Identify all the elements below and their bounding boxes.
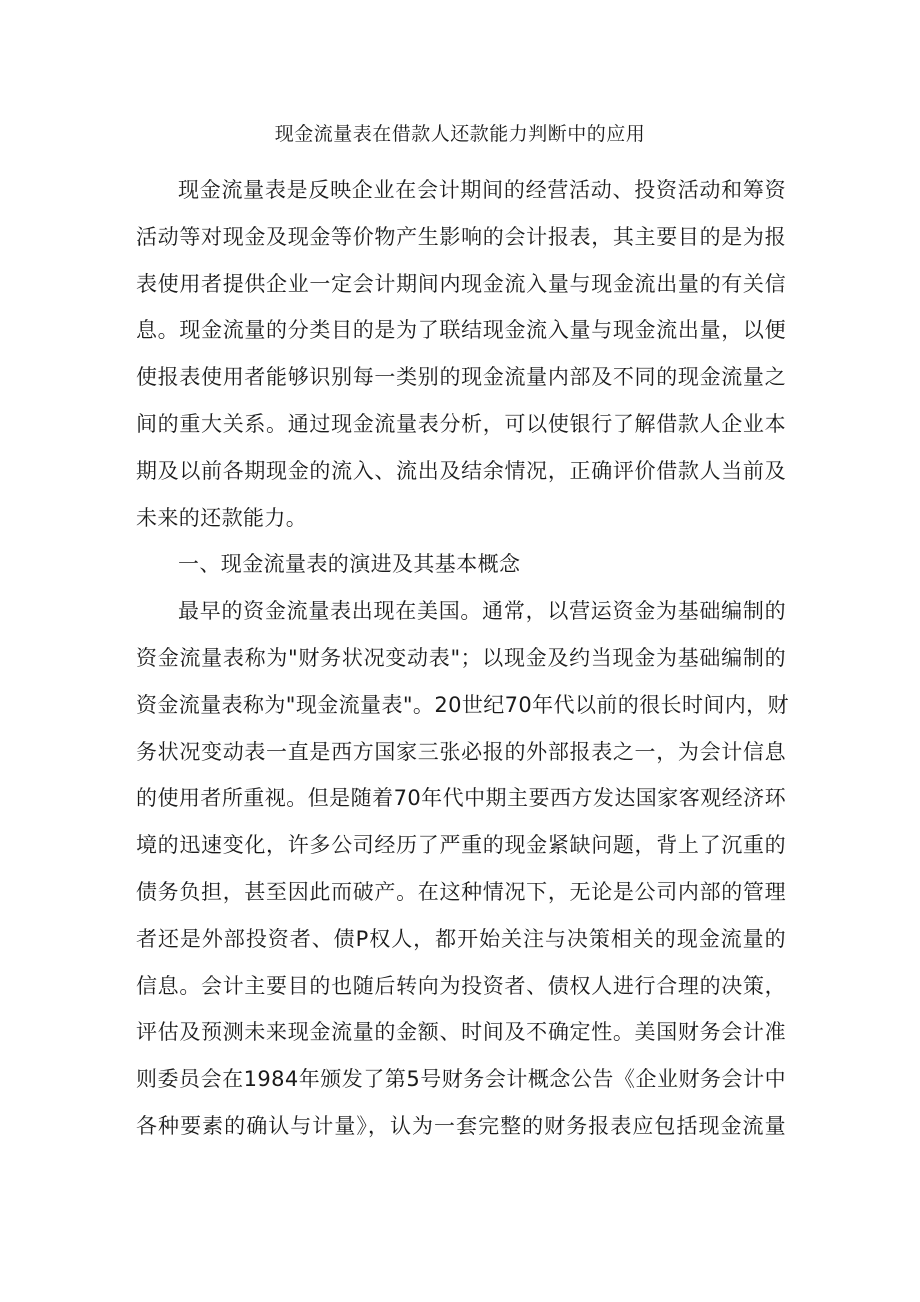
text-line: 使报表使用者能够识别每一类别的现金流量内部及不同的现金流量之 bbox=[136, 365, 786, 390]
text-line: 资金流量表称为"现金流量表"。20世纪70年代以前的很长时间内，财 bbox=[136, 692, 789, 717]
text-line: 间的重大关系。通过现金流量表分析，可以使银行了解借款人企业本 bbox=[136, 411, 786, 436]
text-line: 活动等对现金及现金等价物产生影响的会计报表，其主要目的是为报 bbox=[136, 224, 786, 249]
text-line: 期及以前各期现金的流入、流出及结余情况，正确评价借款人当前及 bbox=[136, 458, 786, 483]
text-line: 的使用者所重视。但是随着70年代中期主要西方发达国家客观经济环 bbox=[136, 786, 786, 811]
text-line: 资金流量表称为"财务状况变动表"；以现金及约当现金为基础编制的 bbox=[136, 645, 786, 670]
text-line: 评估及预测未来现金流量的金额、时间及不确定性。美国财务会计准 bbox=[136, 1020, 786, 1045]
document-title: 现金流量表在借款人还款能力判断中的应用 bbox=[274, 123, 646, 145]
text-line: 则委员会在1984年颁发了第5号财务会计概念公告《企业财务会计中 bbox=[136, 1067, 786, 1092]
text-line: 表使用者提供企业一定会计期间内现金流入量与现金流出量的有关信 bbox=[136, 271, 786, 296]
text-line: 息。现金流量的分类目的是为了联结现金流入量与现金流出量，以便 bbox=[136, 318, 786, 343]
document-body bbox=[136, 167, 789, 1150]
text-line: 各种要素的确认与计量》，认为一套完整的财务报表应包括现金流量 bbox=[136, 1113, 786, 1138]
text-line: 者还是外部投资者、债P权人，都开始关注与决策相关的现金流量的 bbox=[136, 926, 786, 951]
text-line: 信息。会计主要目的也随后转向为投资者、债权人进行合理的决策， bbox=[136, 973, 786, 998]
text-line: 最早的资金流量表出现在美国。通常，以营运资金为基础编制的 bbox=[178, 599, 786, 624]
text-line: 境的迅速变化，许多公司经历了严重的现金紧缺问题，背上了沉重的 bbox=[136, 833, 786, 858]
text-line: 现金流量表是反映企业在会计期间的经营活动、投资活动和筹资 bbox=[178, 178, 786, 202]
text-line: 一、现金流量表的演进及其基本概念 bbox=[178, 552, 521, 577]
text-line: 债务负担，甚至因此而破产。在这种情况下，无论是公司内部的管理 bbox=[136, 879, 786, 904]
text-line: 务状况变动表一直是西方国家三张必报的外部报表之一，为会计信息 bbox=[136, 739, 786, 764]
text-line: 未来的还款能力。 bbox=[136, 505, 308, 530]
